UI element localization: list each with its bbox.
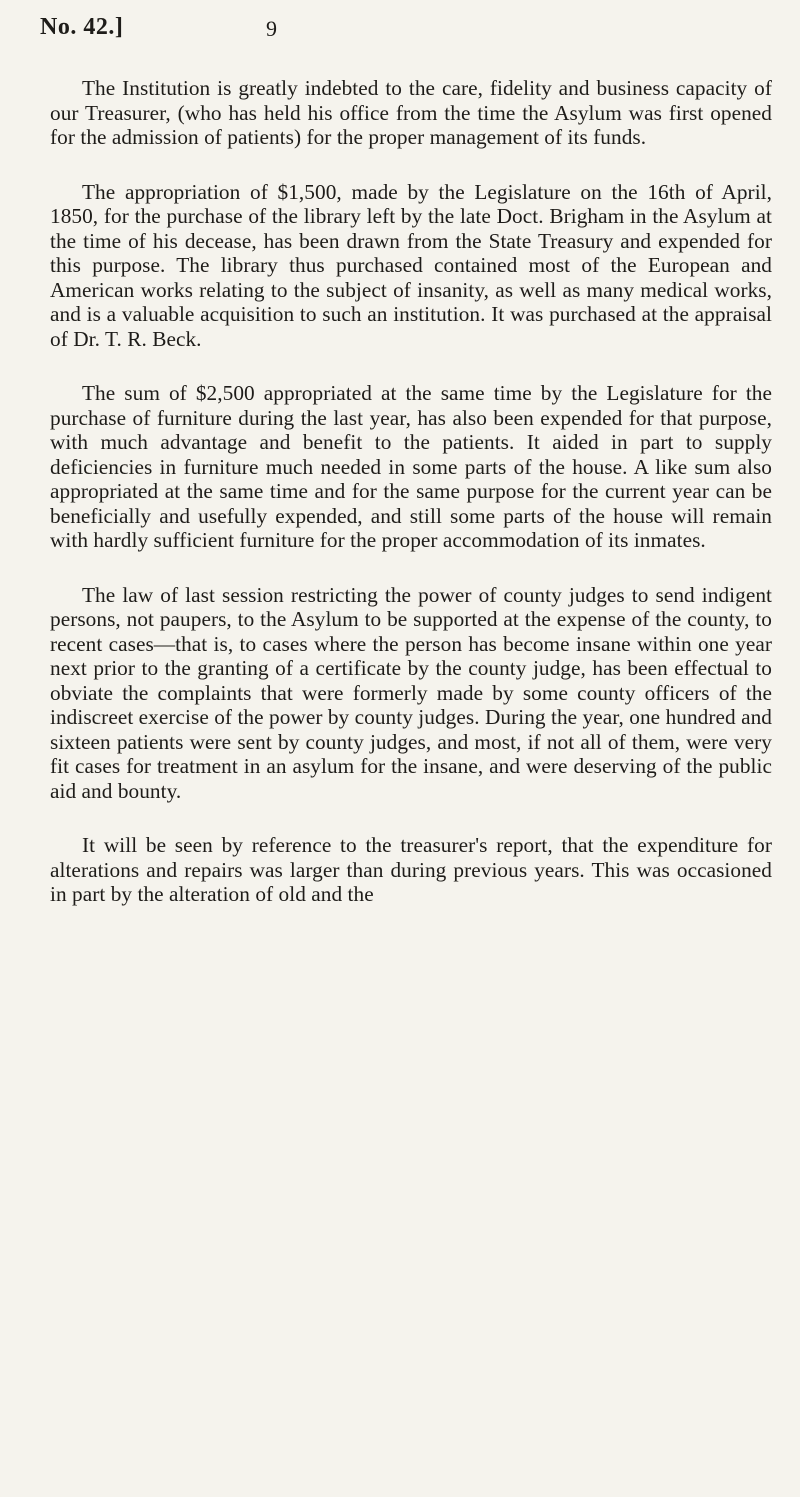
body-text [50,76,772,937]
paragraph-alterations-repairs: It will be seen by reference to the treasurer's report, that the expenditure for alterations and repairs was larger than during previous years. This was occasioned in part by the alteration of old and the [50,833,772,906]
page-number: 9 [266,16,277,41]
page-header [40,8,760,48]
issue-number: No. 42.] [40,14,124,40]
paragraph-county-judges-law: The law of last session restricting the power of county judges to send indigent persons, not paupers, to the Asylum to be supported at the expense of the county, to recent cases—that is, to cases where the person has become insane within one year next prior to the granting of a certificate by the county judge, has been effectual to obviate the complaints that were formerly made by some county officers of the indiscreet exercise of the power by county judges. During the year, one hundred and sixteen patients were sent by county judges, and most, if not all of them, were very fit cases for treatment in an asylum for the insane, and were deserving of the public aid and bounty. [50,582,772,803]
paragraph-furniture-appropriation: The sum of $2,500 appropriated at the same time by the Legislature for the purchase of furniture during the last year, has also been expended for that purpose, with much advantage and benefit to the patients. It aided in part to supply deficiencies in furniture much needed in some parts of the house. A like sum also appropriated at the same time and for the same purpose for the current year can be beneficially and usefully expended, and still some parts of the house will remain with hardly sufficient furniture for the proper accommodation of its inmates. [50,381,772,552]
paragraph-library-appropriation: The appropriation of $1,500, made by the Legislature on the 16th of April, 1850, for the purchase of the library left by the late Doct. Brigham in the Asylum at the time of his decease, has been drawn from the State Treasury and expended for this purpose. The library thus purchased contained most of the European and American works relating to the subject of insanity, as well as many medical works, and is a valuable acquisition to such an institution. It was purchased at the appraisal of Dr. T. R. Beck. [50,179,772,351]
paragraph-treasurer: The Institution is greatly indebted to the care, fidelity and business capacity of our Treasurer, (who has held his office from the time the Asylum was first opened for the admission of patients) for the proper management of its funds. [50,76,772,149]
